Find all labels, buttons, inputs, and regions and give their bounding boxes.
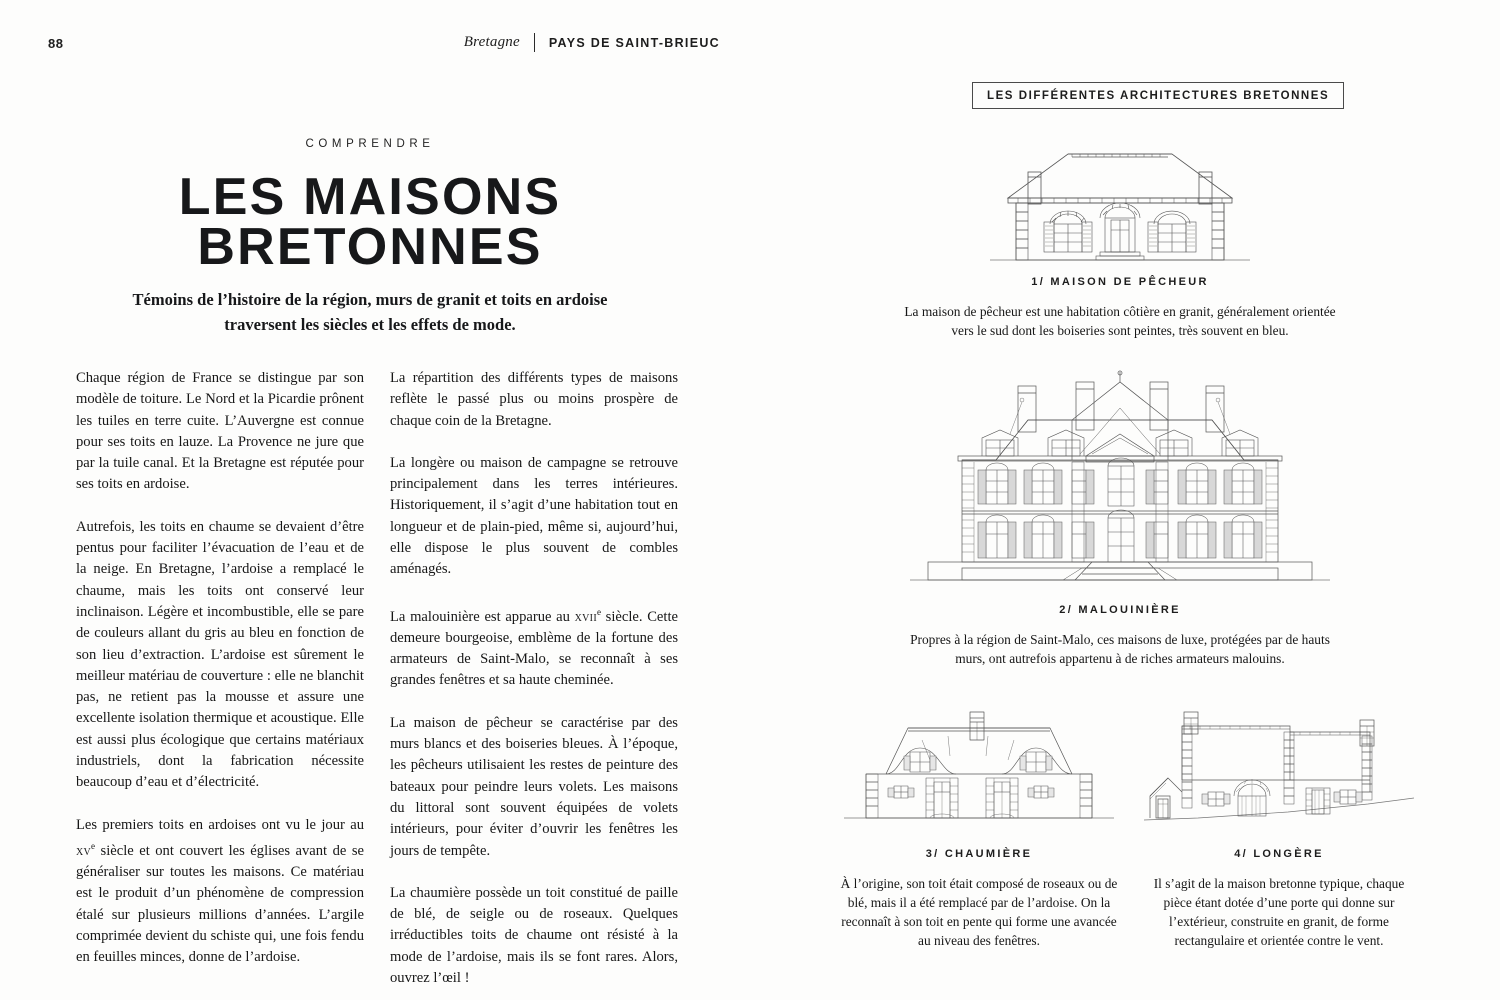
figure-malouiniere	[900, 368, 1340, 668]
paragraph	[76, 815, 364, 969]
running-head-zone: PAYS DE SAINT-BRIEUC	[548, 35, 720, 50]
figure-description: La maison de pêcheur est une habitation côtière en granit, généralement orientée vers le sud dont les boiseries sont peintes, très souvent en bleu.	[904, 304, 1336, 338]
paragraph: La chaumière possède un toit constitué de paille de blé, de seigle ou de roseaux. Quelques irréductibles toits de chaume ont résisté à la mode de l’ardoise, mais ils se font rares. Alors, ouvrez l’œil !	[390, 884, 678, 986]
figure-description: Il s’agit de la maison bretonne typique, chaque pièce étant dotée d’une porte qui donne sur l’extérieur, construite en granit, de forme rectangulaire et orientée contre le vent.	[1153, 876, 1405, 948]
illustration-fisherman-house	[900, 138, 1340, 270]
article-standfirst: Témoins de l’histoire de la région, murs de granit et toits en ardoise traversent les siècles et les effets de mode.	[132, 290, 608, 334]
century-numeral: xv	[76, 842, 92, 859]
paragraph-text-post: siècle et ont couvert les églises avant de se généraliser sur toutes les maisons. Ce matériau est le produit d’un phénomène de compression étalé sur plusieurs millions d’années. L’argile comprimée devient du schiste qui, une fois fendu en feuilles minces, donne de l’ardoise.	[76, 842, 364, 966]
paragraph-text-pre: Les premiers toits en ardoises ont vu le jour au	[76, 816, 364, 833]
page-title	[60, 168, 680, 276]
running-head	[430, 33, 720, 52]
panel-title-badge: LES DIFFÉRENTES ARCHITECTURES BRETONNES	[972, 82, 1344, 109]
illustration-longere	[1138, 700, 1420, 830]
figure-description: Propres à la région de Saint-Malo, ces maisons de luxe, protégées par de hauts murs, ont autrefois appartenu à de riches armateurs malouins.	[910, 632, 1330, 666]
figure-caption: 4/ LONGÈRE	[1234, 848, 1324, 860]
century-ordinal-suffix: e	[91, 840, 96, 851]
figure-caption: 3/ CHAUMIÈRE	[925, 848, 1033, 860]
illustration-chaumiere	[838, 700, 1120, 830]
figure-caption: 2/ MALOUINIÈRE	[1059, 604, 1181, 616]
page-title-line-1: LES MAISONS	[178, 168, 562, 226]
figure-longere	[1138, 700, 1420, 950]
page-title-line-2: BRETONNES	[197, 218, 543, 276]
figure-maison-de-pecheur	[900, 138, 1340, 340]
running-head-region: Bretagne	[463, 34, 520, 50]
paragraph-text-pre: La malouinière est apparue au	[390, 608, 575, 625]
century-numeral: xvii	[574, 608, 597, 625]
running-head-divider	[534, 33, 535, 52]
paragraph: Chaque région de France se distingue par son modèle de toiture. Le Nord et la Picardie prônent les tuiles en terre cuite. L’Auvergne est connue pour ses toits en lauze. La Provence ne jure que par la tuile canal. Et la Bretagne est réputée pour ses toits en ardoise.	[76, 370, 364, 493]
body-column-left	[76, 368, 364, 990]
paragraph: La répartition des différents types de maisons reflète le passé plus ou moins prospère de chaque coin de la Bretagne.	[390, 370, 678, 429]
body-column-right	[390, 368, 678, 1000]
illustration-malouiniere	[900, 368, 1340, 590]
paragraph	[390, 602, 678, 692]
page-number: 88	[48, 36, 64, 51]
century-ordinal-suffix: e	[596, 606, 601, 617]
paragraph-text-post: siècle. Cette demeure bourgeoise, emblème de la fortune des armateurs de Saint-Malo, se reconnaît à ses grandes fenêtres et sa haute cheminée.	[390, 608, 678, 689]
figure-description: À l’origine, son toit était composé de roseaux ou de blé, mais il a été remplacé par de l’ardoise. On la reconnaît à son toit en pente qui forme une avancée au niveau des fenêtres.	[840, 876, 1118, 948]
paragraph: La longère ou maison de campagne se retrouve principalement dans les terres intérieures. Historiquement, il s’agit d’une habitation tout en longueur et de plain-pied, même si, aujourd’hui, elle dispose le plus souvent de combles aménagés.	[390, 454, 678, 578]
figure-chaumiere	[838, 700, 1120, 950]
paragraph: Autrefois, les toits en chaume se devaient d’être pentus pour faciliter l’évacuation de l’eau et de la neige. En Bretagne, l’ardoise a remplacé le chaume, mais les toits ont conservé leur inclinaison. Légère et incombustible, elle se pare de couleurs allant du gris au bleu en fonction de son lieu d’extraction. L’ardoise est sûrement le meilleur matériau de couverture : elle ne blanchit pas, ne retient pas la mousse et assure une excellente isolation thermique et acoustique. Elle est aussi plus écologique que certains matériaux industriels, dont la fabrication nécessite beaucoup d’eau et d’électricité.	[76, 518, 364, 791]
paragraph: La maison de pêcheur se caractérise par des murs blancs et des boiseries bleues. À l’époque, les pêcheurs utilisaient les restes de peinture des bateaux pour peindre leurs volets. Les maisons du littoral sont souvent équipées de volets intérieurs, pour éviter d’ouvrir les fenêtres les jours de tempête.	[390, 714, 678, 859]
figure-caption: 1/ MAISON DE PÊCHEUR	[1031, 276, 1209, 288]
article-kicker: COMPRENDRE	[305, 138, 435, 150]
